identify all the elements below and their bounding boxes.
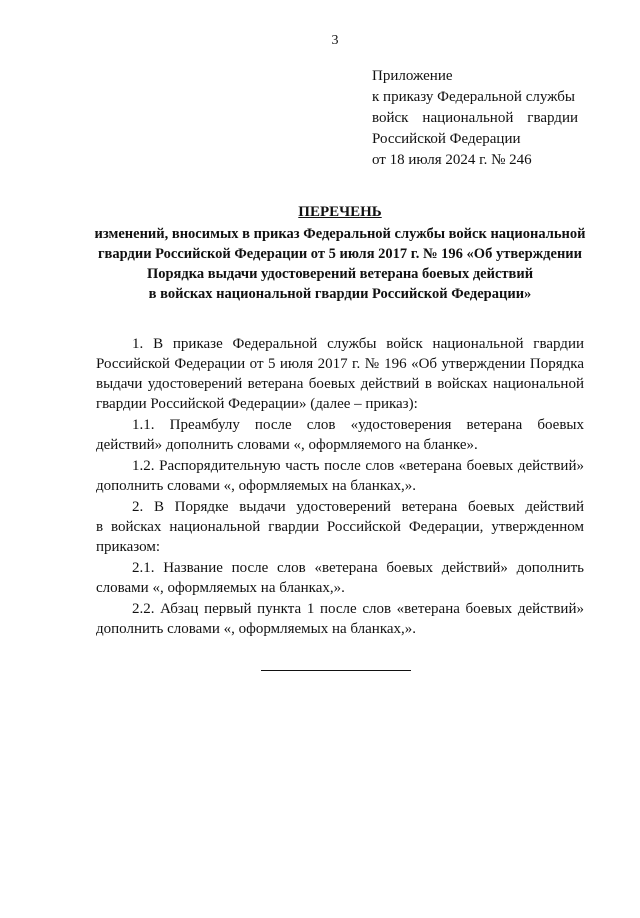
title-heading: ПЕРЕЧЕНЬ (298, 204, 382, 220)
appendix-line: Приложение (372, 68, 453, 84)
paragraph-line: в войсках национальной гвардии Российской Федерации, утвержденном (96, 519, 584, 535)
paragraph-line: Российской Федерации от 5 июля 2017 г. № 196 «Об утверждении Порядка (96, 356, 584, 372)
paragraph-line: 1.2. Распорядительную часть после слов «ветерана боевых действий» (132, 458, 584, 474)
paragraph-line: действий» дополнить словами «, оформляемого на бланке». (96, 437, 478, 453)
paragraph-2 (96, 497, 584, 557)
paragraph-2-1 (96, 558, 584, 598)
paragraph-line: словами «, оформляемых на бланках,». (96, 580, 345, 596)
paragraph-line: гвардии Российской Федерации» (далее – приказ): (96, 396, 418, 412)
paragraph-line: выдачи удостоверений ветерана боевых действий в войсках национальной (96, 376, 584, 392)
paragraph-line: дополнить словами «, оформляемых на бланках,». (96, 478, 417, 494)
title-line: в войсках национальной гвардии Российской Федерации» (148, 286, 532, 302)
appendix-line: к приказу Федеральной службы (372, 89, 576, 105)
title-line: изменений, вносимых в приказ Федеральной службы войск национальной (94, 226, 586, 242)
paragraph-line: 1. В приказе Федеральной службы войск национальной гвардии (132, 336, 584, 352)
paragraph-line: 2. В Порядке выдачи удостоверений ветерана боевых действий (132, 499, 584, 515)
page-number: 3 (331, 33, 339, 48)
paragraph-line: дополнить словами «, оформляемых на бланках,». (96, 621, 417, 637)
paragraph-1 (96, 334, 584, 414)
paragraph-line: 2.1. Название после слов «ветерана боевых действий» дополнить (132, 560, 584, 576)
title-line: гвардии Российской Федерации от 5 июля 2017 г. № 196 «Об утверждении (97, 246, 583, 262)
paragraph-1-2 (96, 456, 584, 496)
appendix-line: Российской Федерации (372, 131, 521, 147)
title-line: Порядка выдачи удостоверений ветерана боевых действий (146, 266, 534, 282)
appendix-line: от 18 июля 2024 г. № 246 (372, 152, 532, 168)
paragraph-line: приказом: (96, 539, 160, 555)
paragraph-1-1 (96, 415, 584, 455)
end-separator-line (261, 670, 411, 671)
appendix-block (372, 66, 578, 171)
appendix-line: войск национальной гвардии (372, 110, 578, 126)
paragraph-line: 1.1. Преамбулу после слов «удостоверения ветерана боевых (132, 417, 584, 433)
document-title (90, 202, 590, 304)
paragraph-2-2 (96, 599, 584, 639)
paragraph-line: 2.2. Абзац первый пункта 1 после слов «ветерана боевых действий» (132, 601, 584, 617)
document-body (96, 334, 584, 640)
